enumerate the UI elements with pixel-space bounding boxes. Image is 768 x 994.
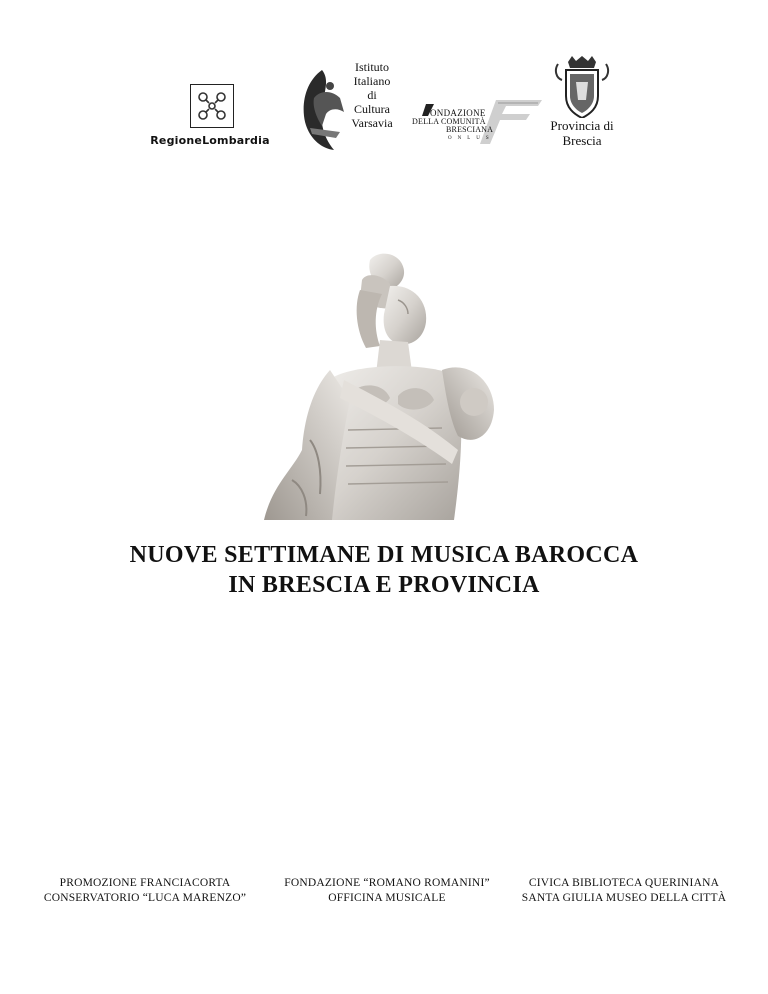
footer-col1-line-1: PROMOZIONE FRANCIACORTA [59, 877, 231, 889]
footer-column-3 [500, 876, 748, 906]
footer-col3-line-2: SANTA GIULIA MUSEO DELLA CITTÀ [521, 892, 727, 904]
rosa-camuna-icon [190, 84, 234, 128]
fondazione-comunita-bresciana-logo [410, 100, 542, 150]
provincia-brescia-logo [540, 56, 624, 156]
footer-col2-line-1: FONDAZIONE “ROMANO ROMANINI” [284, 877, 490, 889]
fondazione-line-2: DELLA COMUNITÀ [412, 117, 486, 126]
istituto-line-3: di [367, 88, 377, 102]
main-title-line-2: IN BRESCIA E PROVINCIA [228, 572, 540, 598]
footer-col3-line-1: CIVICA BIBLIOTECA QUERINIANA [528, 877, 720, 889]
main-title [0, 540, 768, 600]
fondazione-line-3: BRESCIANA [446, 125, 494, 134]
footer-col1-line-2: CONSERVATORIO “LUCA MARENZO” [43, 892, 247, 904]
horse-rider-emblem-icon [300, 68, 350, 152]
baroque-statue-image [262, 250, 498, 520]
footer-column-2 [262, 876, 512, 906]
footer-col2-line-2: OFFICINA MUSICALE [328, 892, 446, 904]
istituto-line-4: Cultura [354, 102, 390, 116]
regione-lombardia-name: RegioneLombardia [150, 134, 270, 147]
provincia-name [540, 118, 624, 148]
istituto-line-2: Italiano [353, 74, 391, 88]
footer-organizers [0, 876, 768, 916]
main-title-line-1: NUOVE SETTIMANE DI MUSICA BAROCCA [129, 542, 639, 568]
provincia-line-2: Brescia [562, 133, 602, 148]
regione-lombardia-logo [140, 84, 280, 148]
fondazione-line-4: ONLUS [448, 136, 495, 141]
footer-column-1 [20, 876, 270, 906]
istituto-line-5: Varsavia [351, 116, 393, 130]
provincia-line-1: Provincia di [550, 118, 614, 133]
istituto-italiano-cultura-logo [300, 58, 400, 154]
fondazione-line-1: ONDAZIONE [430, 108, 486, 118]
istituto-name [344, 60, 400, 130]
coat-of-arms-icon [554, 56, 610, 118]
istituto-line-1: Istituto [354, 60, 389, 74]
